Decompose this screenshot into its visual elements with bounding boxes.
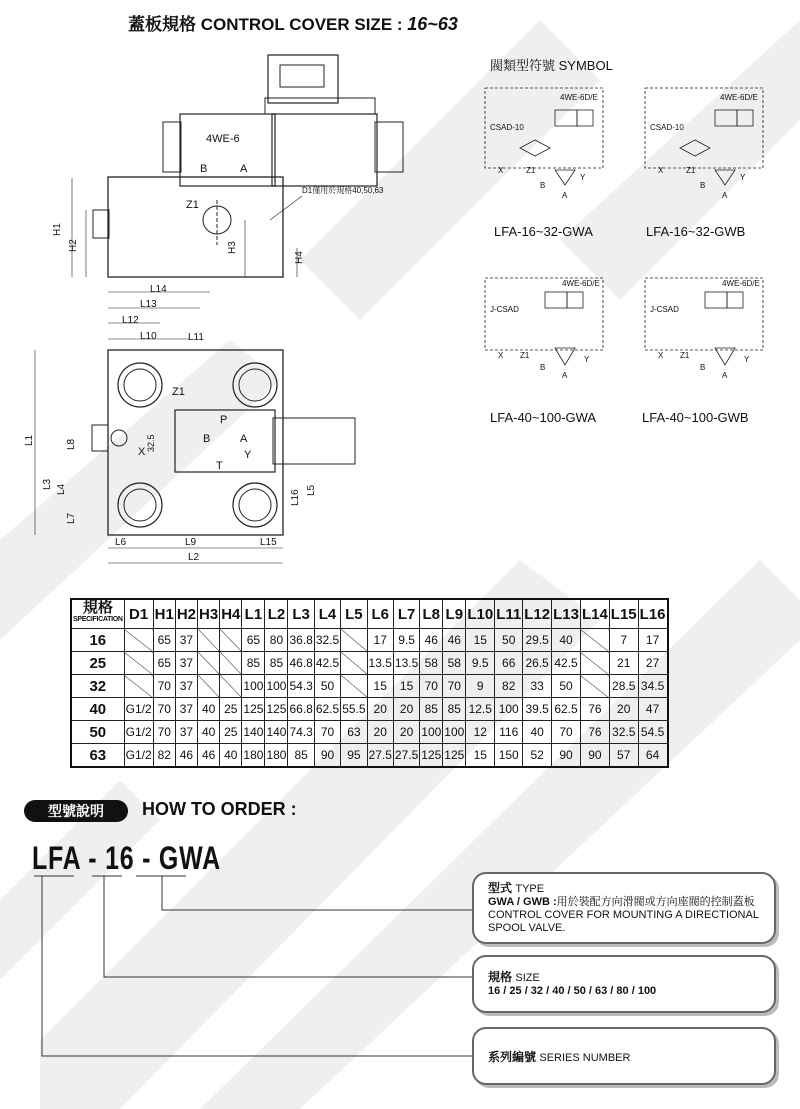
spec-cell: 20 xyxy=(367,698,393,721)
spec-cell: 85 xyxy=(420,698,443,721)
dim-l4: L4 xyxy=(56,483,67,495)
dim-l12: L12 xyxy=(122,315,139,326)
dim-l8: L8 xyxy=(66,438,77,450)
spec-header-cell xyxy=(71,599,124,629)
spec-cell xyxy=(341,629,367,652)
spec-cell: 180 xyxy=(265,744,288,768)
spec-row-size: 25 xyxy=(71,652,124,675)
symbol-caption-2: LFA-16~32-GWB xyxy=(646,224,746,239)
spec-cell: 13.5 xyxy=(393,652,419,675)
spec-cell: 125 xyxy=(242,698,265,721)
spec-cell: 50 xyxy=(552,675,581,698)
spec-cell: 66.8 xyxy=(288,698,314,721)
spec-row-size: 63 xyxy=(71,744,124,768)
sym2-valve: 4WE-6D/E xyxy=(720,93,758,102)
spec-cell: 37 xyxy=(175,675,197,698)
spec-cell: 58 xyxy=(420,652,443,675)
spec-row xyxy=(71,744,668,768)
spec-row xyxy=(71,629,668,652)
spec-cell: 46 xyxy=(443,629,466,652)
spec-col-header: L14 xyxy=(580,599,609,629)
spec-cell: 20 xyxy=(393,698,419,721)
symbol-caption-1: LFA-16~32-GWA xyxy=(494,224,593,239)
spec-cell: 25 xyxy=(220,698,242,721)
spec-cell: 50 xyxy=(314,675,340,698)
spec-col-header: D1 xyxy=(124,599,153,629)
spec-col-header: L11 xyxy=(495,599,523,629)
spec-col-header: L5 xyxy=(341,599,367,629)
spec-cell: 62.5 xyxy=(552,698,581,721)
spec-cell: G1/2 xyxy=(124,698,153,721)
symbol-gwa-16-32 xyxy=(485,88,603,200)
spec-cell: 33 xyxy=(523,675,552,698)
how-to-order-badge: 型號說明 xyxy=(24,800,128,822)
spec-cell xyxy=(220,675,242,698)
sym3-z1: Z1 xyxy=(520,351,530,360)
spec-cell: 125 xyxy=(265,698,288,721)
spec-cell: 70 xyxy=(443,675,466,698)
spec-cell: 100 xyxy=(420,721,443,744)
spec-cell: 15 xyxy=(466,629,495,652)
spec-col-header: L10 xyxy=(466,599,495,629)
sym2-z1: Z1 xyxy=(686,166,696,175)
sym3-cartridge: J-CSAD xyxy=(490,305,519,314)
spec-cell: 29.5 xyxy=(523,629,552,652)
series-heading xyxy=(488,1051,760,1065)
spec-col-header: H2 xyxy=(175,599,197,629)
spec-cell: 9.5 xyxy=(466,652,495,675)
sym2-b: B xyxy=(700,181,706,190)
sym4-z1: Z1 xyxy=(680,351,690,360)
sym3-y: Y xyxy=(584,355,590,364)
spec-cell: 55.5 xyxy=(341,698,367,721)
spec-cell xyxy=(341,675,367,698)
spec-row xyxy=(71,675,668,698)
type-box xyxy=(472,872,776,944)
dim-l15: L15 xyxy=(260,537,277,548)
type-desc-line xyxy=(488,896,760,909)
symbol-caption-3: LFA-40~100-GWA xyxy=(490,410,597,425)
spec-cell: 12 xyxy=(466,721,495,744)
spec-cell: 42.5 xyxy=(552,652,581,675)
spec-row xyxy=(71,652,668,675)
cover-drawing xyxy=(24,40,460,570)
spec-cell: 12.5 xyxy=(466,698,495,721)
dim-32-5: 32.5 xyxy=(146,434,156,452)
spec-cell: 15 xyxy=(466,744,495,768)
spec-col-header: L4 xyxy=(314,599,340,629)
spec-header-cn: 規格 xyxy=(82,599,113,616)
spec-cell: 50 xyxy=(495,629,523,652)
spec-cell: 39.5 xyxy=(523,698,552,721)
sym2-a: A xyxy=(722,191,728,200)
spec-cell: 58 xyxy=(443,652,466,675)
spec-cell: 64 xyxy=(638,744,667,768)
dim-l7: L7 xyxy=(66,512,77,524)
spec-cell xyxy=(220,652,242,675)
symbol-gwa-40-100 xyxy=(485,278,603,380)
spec-cell: 125 xyxy=(443,744,466,768)
spec-cell: 40 xyxy=(220,744,242,768)
spec-cell: 40 xyxy=(198,698,220,721)
spec-col-header: L1 xyxy=(242,599,265,629)
spec-cell: G1/2 xyxy=(124,721,153,744)
spec-cell: 17 xyxy=(367,629,393,652)
spec-row-size: 32 xyxy=(71,675,124,698)
spec-cell: 27.5 xyxy=(393,744,419,768)
sym4-x: X xyxy=(658,351,664,360)
dim-l11: L11 xyxy=(188,332,204,343)
spec-col-header: L13 xyxy=(552,599,581,629)
spec-body xyxy=(71,629,668,768)
spec-cell: 46 xyxy=(198,744,220,768)
sym1-valve: 4WE-6D/E xyxy=(560,93,598,102)
spec-cell: 140 xyxy=(242,721,265,744)
spec-cell xyxy=(341,652,367,675)
spec-cell xyxy=(220,629,242,652)
spec-cell: 76 xyxy=(580,721,609,744)
spec-cell: 63 xyxy=(341,721,367,744)
sym1-a: A xyxy=(562,191,568,200)
spec-cell: 74.3 xyxy=(288,721,314,744)
elev-port-a: A xyxy=(240,163,248,175)
spec-row-size: 50 xyxy=(71,721,124,744)
plan-port-p: P xyxy=(220,414,228,426)
size-heading xyxy=(488,971,760,985)
size-heading-en: SIZE xyxy=(515,972,540,984)
elev-port-z1: Z1 xyxy=(186,199,199,211)
spec-header-en: SPECIFICATION xyxy=(73,616,123,623)
spec-cell: 70 xyxy=(153,675,175,698)
page-title xyxy=(128,10,458,35)
spec-cell: 80 xyxy=(265,629,288,652)
spec-cell: 82 xyxy=(153,744,175,768)
symbol-diagrams xyxy=(480,80,780,400)
spec-cell: 17 xyxy=(638,629,667,652)
spec-cell: 66 xyxy=(495,652,523,675)
spec-cell: 52 xyxy=(523,744,552,768)
spec-cell: 36.8 xyxy=(288,629,314,652)
spec-cell xyxy=(198,675,220,698)
spec-cell xyxy=(580,675,609,698)
spec-cell: 27.5 xyxy=(367,744,393,768)
spec-cell: 65 xyxy=(242,629,265,652)
sym3-a: A xyxy=(562,371,568,380)
dim-l1: L1 xyxy=(24,434,35,446)
dim-l13: L13 xyxy=(140,299,157,310)
sym2-x: X xyxy=(658,166,664,175)
sym4-cartridge: J-CSAD xyxy=(650,305,679,314)
spec-cell xyxy=(124,629,153,652)
spec-cell: 62.5 xyxy=(314,698,340,721)
spec-col-header: L2 xyxy=(265,599,288,629)
spec-cell: 26.5 xyxy=(523,652,552,675)
spec-cell: 40 xyxy=(198,721,220,744)
spec-cell: 150 xyxy=(495,744,523,768)
sym2-cartridge: CSAD-10 xyxy=(650,123,684,132)
dim-l2: L2 xyxy=(188,552,200,563)
dim-h2: H2 xyxy=(68,239,79,252)
type-heading xyxy=(488,882,760,896)
spec-cell: 85 xyxy=(288,744,314,768)
sym1-cartridge: CSAD-10 xyxy=(490,123,524,132)
dim-l5: L5 xyxy=(306,484,317,496)
type-desc-cn: 用於裝配方向滑閥或方向座閥的控制蓋板 xyxy=(556,896,755,908)
spec-col-header: L16 xyxy=(638,599,667,629)
spec-cell: 140 xyxy=(265,721,288,744)
symbol-title: 閥類型符號 SYMBOL xyxy=(490,58,613,73)
spec-cell xyxy=(124,652,153,675)
spec-cell: 37 xyxy=(175,629,197,652)
spec-cell: 90 xyxy=(314,744,340,768)
spec-cell: 47 xyxy=(638,698,667,721)
spec-cell: 85 xyxy=(242,652,265,675)
title-cn: 蓋板規格 xyxy=(128,15,196,34)
spec-cell xyxy=(124,675,153,698)
spec-cell xyxy=(198,652,220,675)
sym1-y: Y xyxy=(580,173,586,182)
spec-cell: 46.8 xyxy=(288,652,314,675)
spec-cell: 180 xyxy=(242,744,265,768)
type-desc-en: CONTROL COVER FOR MOUNTING A DIRECTIONAL SPOOL VALVE. xyxy=(488,909,759,934)
spec-col-header: L6 xyxy=(367,599,393,629)
spec-cell: 65 xyxy=(153,652,175,675)
spec-cell: 125 xyxy=(420,744,443,768)
plan-port-a: A xyxy=(240,433,248,445)
spec-cell: 70 xyxy=(314,721,340,744)
spec-col-header: H3 xyxy=(198,599,220,629)
spec-cell: 46 xyxy=(420,629,443,652)
order-leader-lines xyxy=(0,860,480,1070)
note-d1: D1僅用於規格40,50,63 xyxy=(302,186,384,195)
spec-cell: 116 xyxy=(495,721,523,744)
plan-port-t: T xyxy=(216,460,223,472)
model-code: LFA - 16 - GWA xyxy=(32,840,221,876)
spec-cell: 15 xyxy=(393,675,419,698)
series-heading-en: SERIES NUMBER xyxy=(539,1052,631,1064)
dim-l3: L3 xyxy=(42,478,53,490)
spec-cell: 7 xyxy=(609,629,638,652)
spec-cell: 20 xyxy=(367,721,393,744)
sym4-b: B xyxy=(700,363,706,372)
spec-cell: 25 xyxy=(220,721,242,744)
spec-cell: 100 xyxy=(495,698,523,721)
type-heading-en: TYPE xyxy=(515,883,545,895)
type-code: GWA / GWB : xyxy=(488,896,557,908)
spec-col-header: L15 xyxy=(609,599,638,629)
plan-port-b: B xyxy=(203,433,211,445)
series-heading-cn: 系列編號 xyxy=(488,1050,537,1064)
spec-cell: 32.5 xyxy=(609,721,638,744)
spec-cell: 100 xyxy=(242,675,265,698)
dim-l9: L9 xyxy=(185,537,197,548)
spec-cell: 95 xyxy=(341,744,367,768)
symbol-gwb-40-100 xyxy=(645,278,763,380)
dim-l16: L16 xyxy=(290,489,301,506)
sym3-b: B xyxy=(540,363,546,372)
plan-port-x: X xyxy=(138,446,146,458)
sym1-x: X xyxy=(498,166,504,175)
size-heading-cn: 規格 xyxy=(488,970,513,984)
spec-cell: 100 xyxy=(443,721,466,744)
dim-h4: H4 xyxy=(294,251,305,264)
spec-cell: 20 xyxy=(393,721,419,744)
spec-cell: 70 xyxy=(420,675,443,698)
spec-cell: 85 xyxy=(265,652,288,675)
symbol-gwb-16-32 xyxy=(645,88,763,200)
sym4-valve: 4WE-6D/E xyxy=(722,279,760,288)
spec-cell: 9 xyxy=(466,675,495,698)
spec-cell: G1/2 xyxy=(124,744,153,768)
spec-cell: 42.5 xyxy=(314,652,340,675)
dim-l10: L10 xyxy=(140,331,157,342)
spec-col-header: L7 xyxy=(393,599,419,629)
size-box xyxy=(472,955,776,1013)
spec-cell: 90 xyxy=(580,744,609,768)
dim-h1: H1 xyxy=(52,223,63,236)
spec-col-header: H1 xyxy=(153,599,175,629)
plan-port-y: Y xyxy=(244,449,252,461)
title-size: 16~63 xyxy=(407,14,458,34)
symbol-caption-4: LFA-40~100-GWB xyxy=(642,410,749,425)
spec-cell: 28.5 xyxy=(609,675,638,698)
spec-cell: 54.5 xyxy=(638,721,667,744)
spec-cell: 37 xyxy=(175,698,197,721)
how-to-order-title: HOW TO ORDER : xyxy=(142,799,297,819)
spec-cell: 34.5 xyxy=(638,675,667,698)
elev-port-b: B xyxy=(200,163,208,175)
title-en: CONTROL COVER SIZE : xyxy=(200,15,403,34)
spec-table xyxy=(70,598,669,768)
dim-l14: L14 xyxy=(150,284,167,295)
spec-cell: 46 xyxy=(175,744,197,768)
spec-cell: 13.5 xyxy=(367,652,393,675)
spec-cell xyxy=(580,629,609,652)
sym3-x: X xyxy=(498,351,504,360)
dim-l6: L6 xyxy=(115,537,127,548)
spec-cell: 40 xyxy=(552,629,581,652)
dim-h3: H3 xyxy=(227,241,238,254)
spec-col-header: L8 xyxy=(420,599,443,629)
spec-cell: 70 xyxy=(552,721,581,744)
spec-cell: 85 xyxy=(443,698,466,721)
spec-cell: 54.3 xyxy=(288,675,314,698)
spec-cell: 65 xyxy=(153,629,175,652)
spec-cell: 32.5 xyxy=(314,629,340,652)
type-heading-cn: 型式 xyxy=(488,881,513,895)
spec-cell: 57 xyxy=(609,744,638,768)
spec-cell: 20 xyxy=(609,698,638,721)
spec-cell: 37 xyxy=(175,652,197,675)
spec-cell: 70 xyxy=(153,721,175,744)
spec-cell: 21 xyxy=(609,652,638,675)
sym3-valve: 4WE-6D/E xyxy=(562,279,600,288)
spec-cell: 37 xyxy=(175,721,197,744)
spec-col-header: L3 xyxy=(288,599,314,629)
sym2-y: Y xyxy=(740,173,746,182)
spec-row-size: 16 xyxy=(71,629,124,652)
spec-cell: 9.5 xyxy=(393,629,419,652)
series-box xyxy=(472,1027,776,1085)
spec-cell: 76 xyxy=(580,698,609,721)
spec-cell xyxy=(580,652,609,675)
spec-cell: 40 xyxy=(523,721,552,744)
spec-cell: 90 xyxy=(552,744,581,768)
plan-port-z1: Z1 xyxy=(172,386,185,398)
spec-col-header: H4 xyxy=(220,599,242,629)
spec-cell: 15 xyxy=(367,675,393,698)
spec-cell: 82 xyxy=(495,675,523,698)
spec-cell: 100 xyxy=(265,675,288,698)
spec-row xyxy=(71,698,668,721)
spec-col-header: L12 xyxy=(523,599,552,629)
spec-col-header: L9 xyxy=(443,599,466,629)
sym1-b: B xyxy=(540,181,546,190)
sym4-y: Y xyxy=(744,355,750,364)
sym4-a: A xyxy=(722,371,728,380)
spec-header-row xyxy=(71,599,668,629)
spec-cell xyxy=(198,629,220,652)
valve-label: 4WE-6 xyxy=(206,133,240,145)
spec-row-size: 40 xyxy=(71,698,124,721)
sym1-z1: Z1 xyxy=(526,166,536,175)
spec-cell: 70 xyxy=(153,698,175,721)
spec-cell: 27 xyxy=(638,652,667,675)
spec-row xyxy=(71,721,668,744)
size-values: 16 / 25 / 32 / 40 / 50 / 63 / 80 / 100 xyxy=(488,985,657,997)
